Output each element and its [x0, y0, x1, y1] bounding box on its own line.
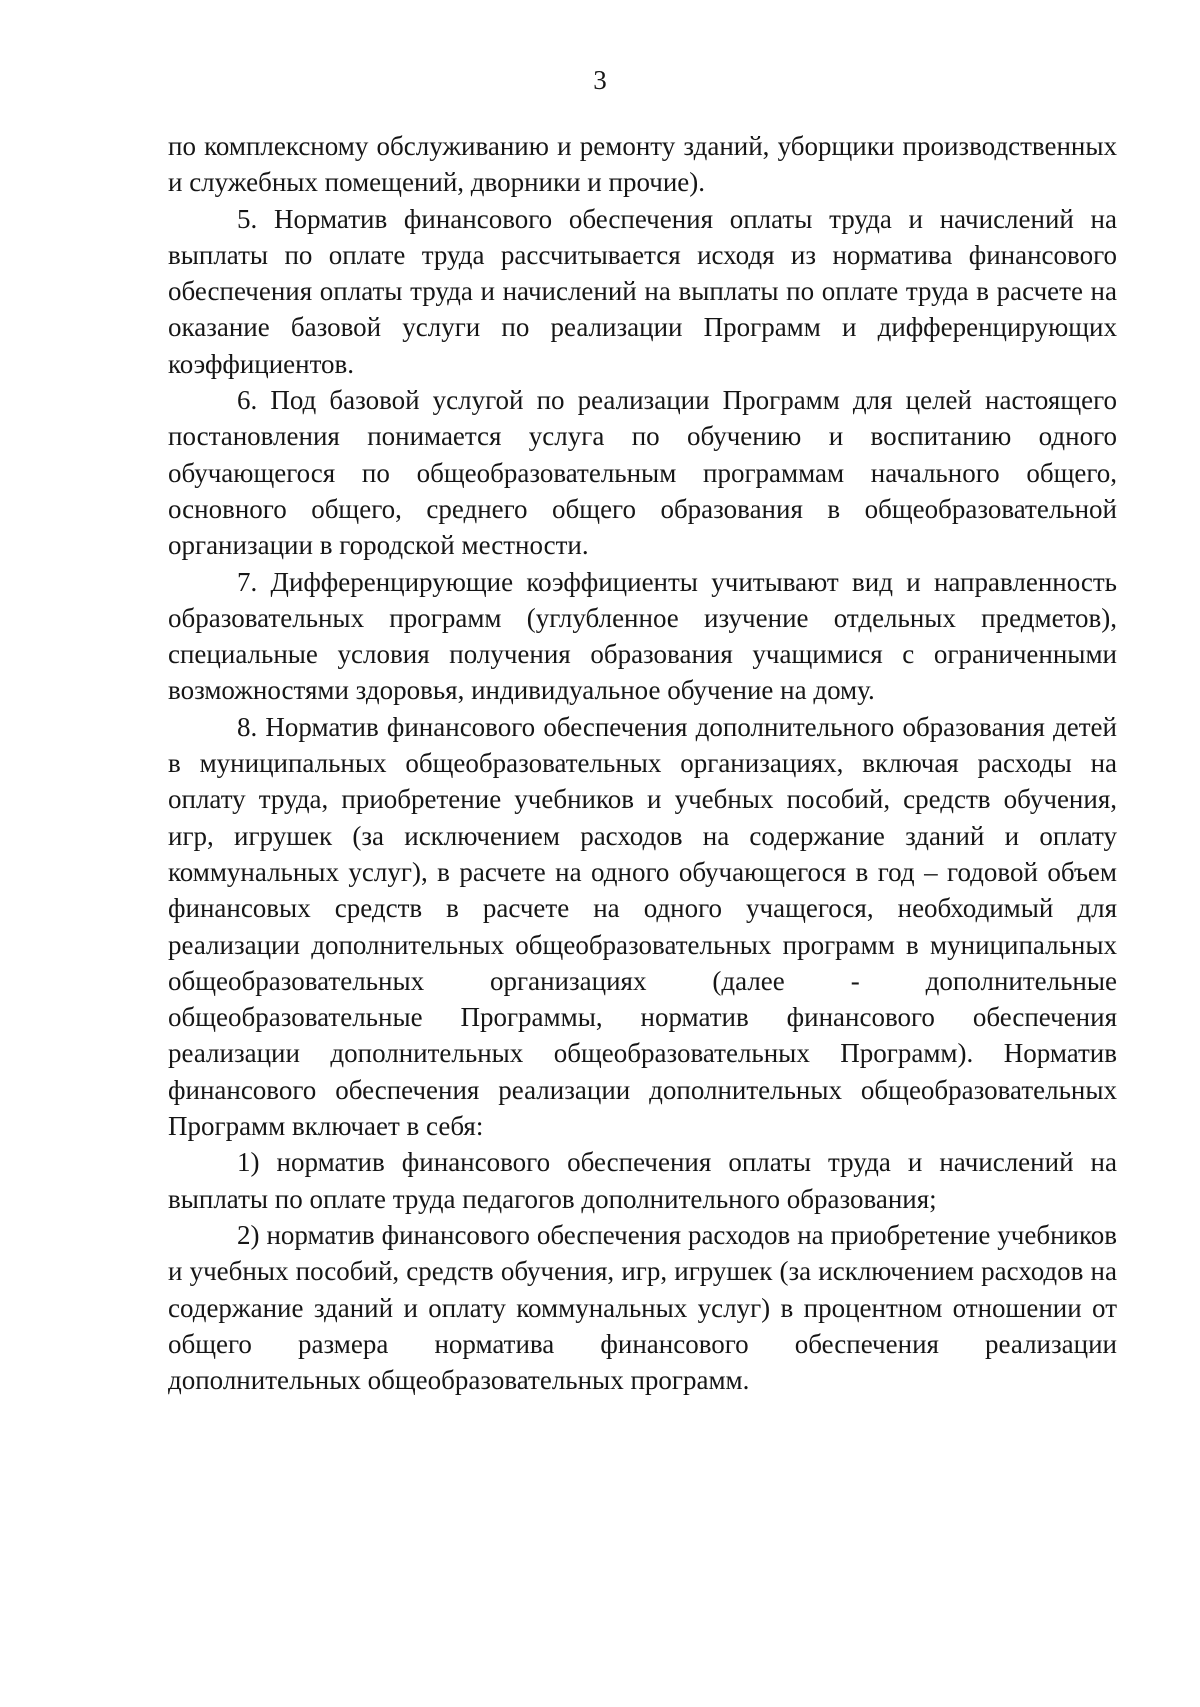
- subitem-1: 1) норматив финансового обеспечения оплаты труда и начислений на выплаты по оплате труда педагогов дополнительного образования;: [168, 1147, 1117, 1214]
- paragraph-item-7: 7. Дифференцирующие коэффициенты учитывают вид и направленность образовательных программ (углубленное изучение отдельных предметов), специальные условия получения образования учащимися с ограниченными возможностями здоровья, индивидуальное обучение на дому.: [168, 566, 1117, 706]
- paragraph-item-8: 8. Норматив финансового обеспечения дополнительного образования детей в муниципальных общеобразовательных организациях, включая расходы на оплату труда, приобретение учебников и учебных пособий, средств обучения, игр, игрушек (за исключением расходов на содержание зданий и оплату коммунальных услуг), в расчете на одного обучающегося в год – годовой объем финансовых средств в расчете на одного учащегося, необходимый для реализации дополнительных общеобразовательных программ в муниципальных общеобразовательных организациях (далее - дополнительные общеобразовательные Программы, норматив финансового обеспечения реализации дополнительных общеобразовательных Программ). Норматив финансового обеспечения реализации дополнительных общеобразовательных Программ включает в себя:: [168, 711, 1117, 1142]
- paragraph-continuation: по комплексному обслуживанию и ремонту зданий, уборщики производственных и служебных помещений, дворники и прочие).: [168, 131, 1117, 198]
- page-number: 3: [593, 65, 607, 95]
- paragraph-item-6: 6. Под базовой услугой по реализации Программ для целей настоящего постановления понимается услуга по обучению и воспитанию одного обучающегося по общеобразовательным программам начального общего, основного общего, среднего общего образования в общеобразовательной организации в городской местности.: [168, 385, 1117, 561]
- subitem-2: 2) норматив финансового обеспечения расходов на приобретение учебников и учебных пособий, средств обучения, игр, игрушек (за исключением расходов на содержание зданий и оплату коммунальных услуг) в процентном отношении от общего размера норматива финансового обеспечения реализации дополнительных общеобразовательных программ.: [168, 1219, 1117, 1396]
- document-body: [168, 128, 1117, 1398]
- paragraph-item-5: 5. Норматив финансового обеспечения оплаты труда и начислений на выплаты по оплате труда рассчитывается исходя из норматива финансового обеспечения оплаты труда и начислений на выплаты по оплате труда в расчете на оказание базовой услуги по реализации Программ и дифференцирующих коэффициентов.: [168, 203, 1117, 379]
